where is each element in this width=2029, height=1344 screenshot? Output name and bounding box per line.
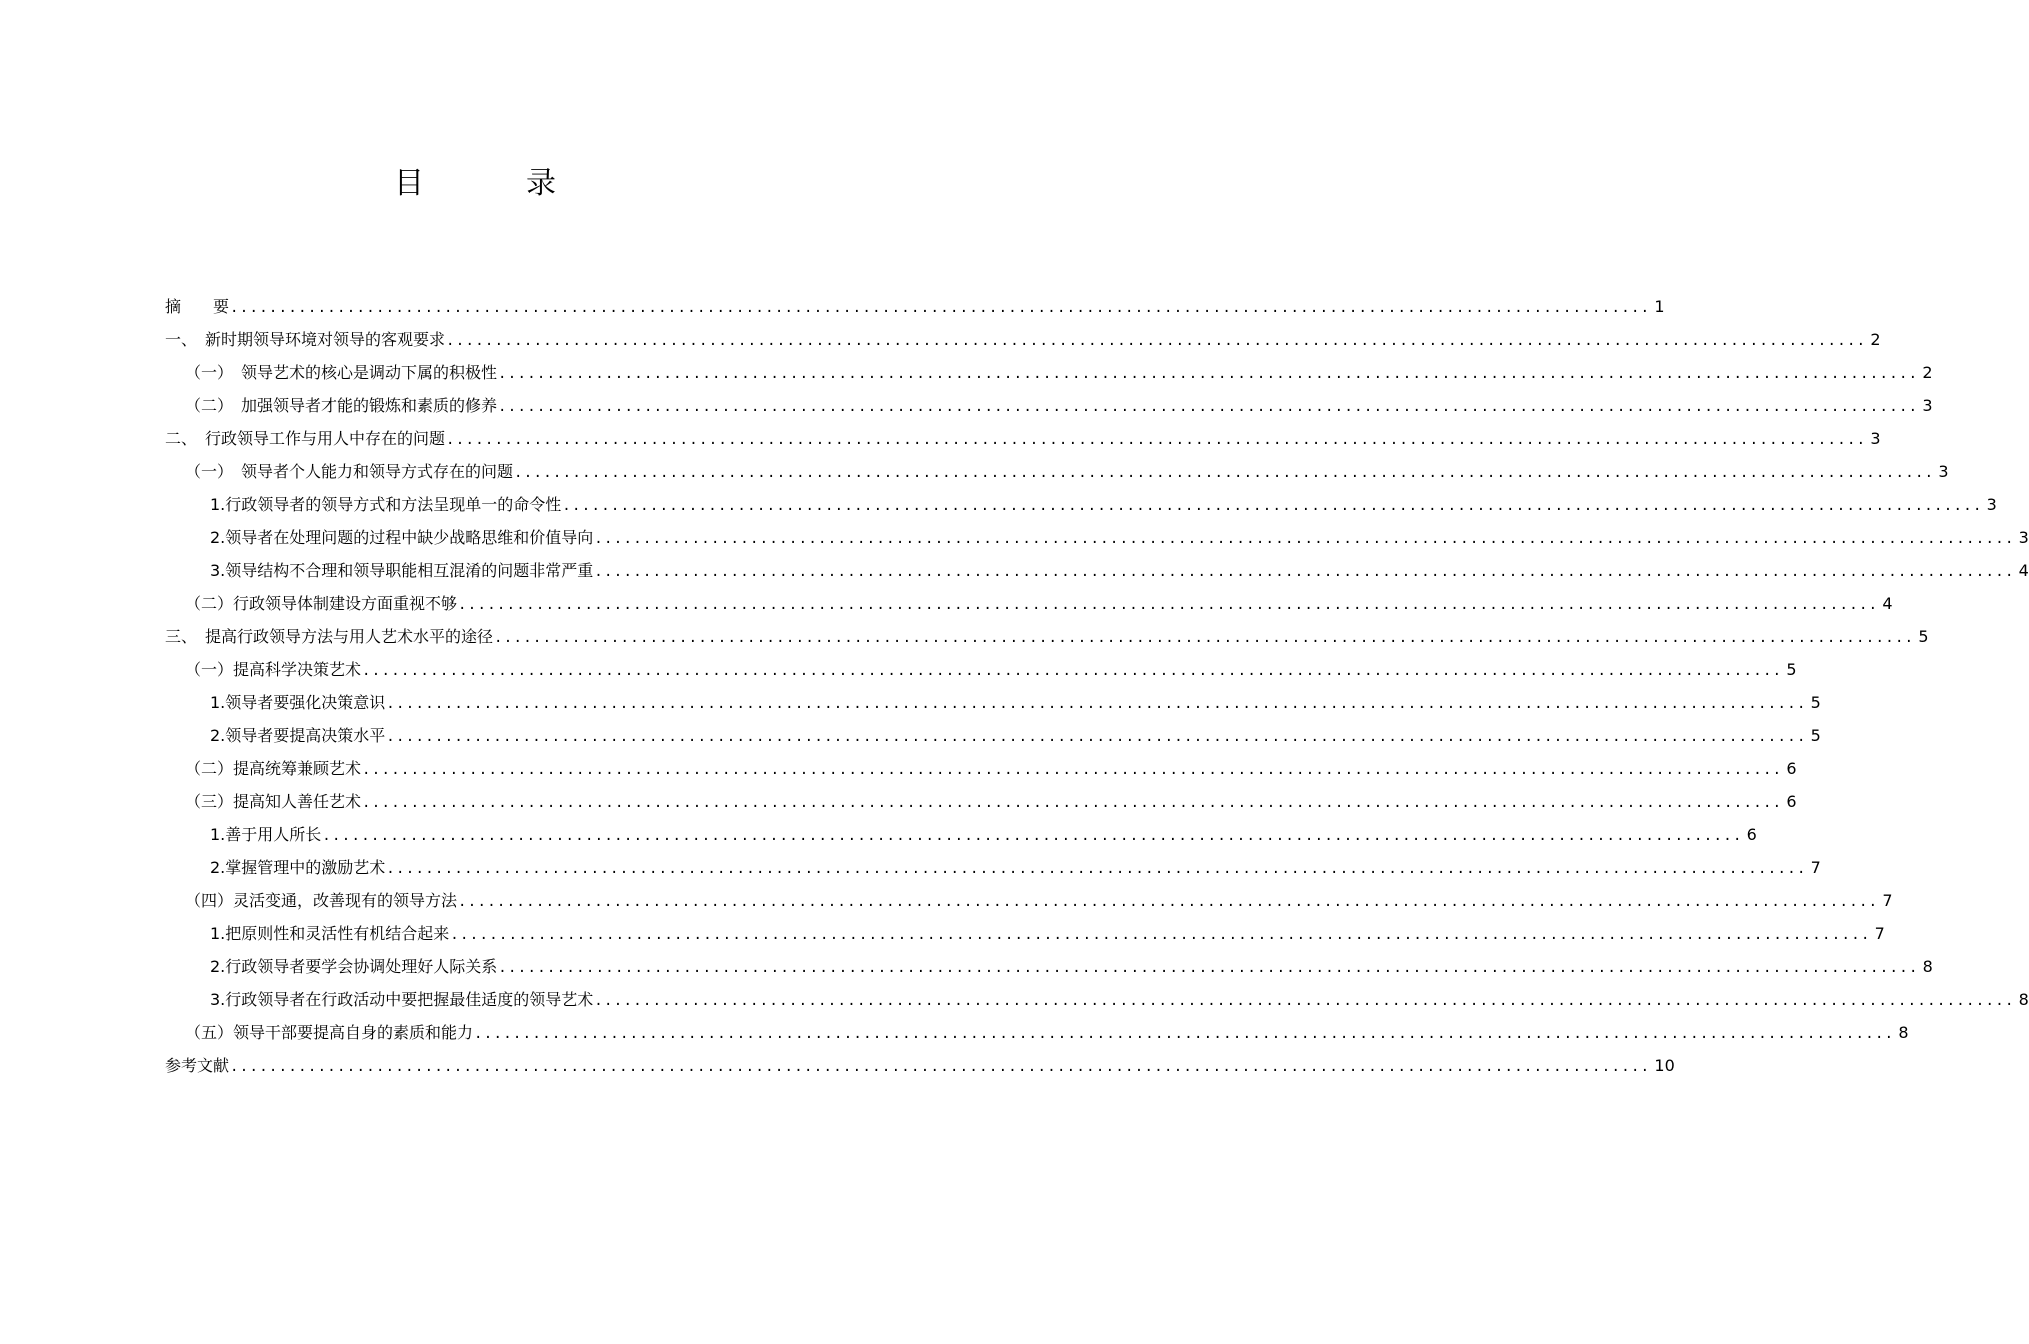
- toc-entry-text: 1.行政领导者的领导方式和方法呈现单一的命令性: [210, 495, 562, 514]
- toc-entry[interactable]: [165, 950, 1933, 983]
- toc-dot-leader: ..................................................................................................................................................: [458, 894, 1879, 910]
- toc-entry-page-number: 7: [1874, 924, 1885, 943]
- toc-entry-text: （四）灵活变通，改善现有的领导方法: [185, 891, 458, 910]
- toc-entry-page-number: 3: [1986, 495, 1997, 514]
- toc-entry-page-number: 5: [1810, 693, 1821, 712]
- toc-dot-leader: ..................................................................................................................................................: [498, 399, 1919, 415]
- toc-dot-leader: ..................................................................................................................................................: [386, 729, 1807, 745]
- toc-entry[interactable]: [165, 983, 2029, 1016]
- toc-entry-text: （二）行政领导体制建设方面重视不够: [185, 594, 458, 613]
- toc-entry-page-number: 3: [1922, 396, 1933, 415]
- toc-entry-page-number: 1: [1654, 297, 1665, 316]
- toc-dot-leader: ..................................................................................................................................................: [230, 1059, 1651, 1075]
- toc-entry-page-number: 5: [1810, 726, 1821, 745]
- toc-entry-page-number: 6: [1746, 825, 1757, 844]
- toc-dot-leader: ..................................................................................................................................................: [362, 795, 1783, 811]
- toc-entry[interactable]: [165, 653, 1797, 686]
- toc-entry-page-number: 6: [1786, 759, 1797, 778]
- toc-dot-leader: ..................................................................................................................................................: [362, 762, 1783, 778]
- toc-dot-leader: ..................................................................................................................................................: [494, 630, 1915, 646]
- toc-dot-leader: ..................................................................................................................................................: [446, 333, 1867, 349]
- toc-entry-page-number: 8: [2018, 990, 2029, 1009]
- toc-dot-leader: ..................................................................................................................................................: [322, 828, 1743, 844]
- toc-dot-leader: ..................................................................................................................................................: [594, 531, 2015, 547]
- toc-dot-leader: ..................................................................................................................................................: [594, 993, 2015, 1009]
- toc-list: [165, 290, 2029, 1082]
- toc-entry-text: 1.善于用人所长: [210, 825, 322, 844]
- toc-entry[interactable]: [165, 290, 1665, 323]
- toc-entry[interactable]: [165, 521, 2029, 554]
- toc-dot-leader: ..................................................................................................................................................: [514, 465, 1935, 481]
- toc-entry-text: 1.把原则性和灵活性有机结合起来: [210, 924, 450, 943]
- toc-entry-text: （二）提高统筹兼顾艺术: [185, 759, 362, 778]
- toc-entry[interactable]: [165, 488, 1997, 521]
- toc-entry-text: （二） 加强领导者才能的锻炼和素质的修养: [185, 396, 498, 415]
- toc-entry[interactable]: [165, 752, 1797, 785]
- toc-entry-text: 2.行政领导者要学会协调处理好人际关系: [210, 957, 498, 976]
- toc-entry[interactable]: [165, 455, 1949, 488]
- toc-dot-leader: ..................................................................................................................................................: [230, 300, 1651, 316]
- toc-entry-page-number: 3: [1870, 429, 1881, 448]
- toc-entry-text: 三、 提高行政领导方法与用人艺术水平的途径: [165, 627, 494, 646]
- toc-entry-text: 2.掌握管理中的激励艺术: [210, 858, 386, 877]
- toc-dot-leader: ..................................................................................................................................................: [450, 927, 1871, 943]
- toc-entry-page-number: 4: [1882, 594, 1893, 613]
- toc-entry-page-number: 5: [1918, 627, 1929, 646]
- toc-entry-text: 二、 行政领导工作与用人中存在的问题: [165, 429, 446, 448]
- toc-dot-leader: ..................................................................................................................................................: [594, 564, 2015, 580]
- toc-entry-page-number: 4: [2018, 561, 2029, 580]
- toc-entry-text: （一） 领导艺术的核心是调动下属的积极性: [185, 363, 498, 382]
- toc-entry-page-number: 7: [1882, 891, 1893, 910]
- toc-entry-page-number: 6: [1786, 792, 1797, 811]
- toc-entry[interactable]: [165, 851, 1821, 884]
- toc-dot-leader: ..................................................................................................................................................: [446, 432, 1867, 448]
- toc-entry[interactable]: [165, 554, 2029, 587]
- toc-dot-leader: ..................................................................................................................................................: [474, 1026, 1895, 1042]
- toc-entry-text: 参考文献: [165, 1056, 230, 1075]
- toc-entry[interactable]: [165, 719, 1821, 752]
- toc-entry[interactable]: [165, 917, 1885, 950]
- toc-entry[interactable]: [165, 587, 1893, 620]
- toc-entry[interactable]: [165, 686, 1821, 719]
- toc-entry-text: 1.领导者要强化决策意识: [210, 693, 386, 712]
- toc-dot-leader: ..................................................................................................................................................: [562, 498, 1983, 514]
- toc-dot-leader: ..................................................................................................................................................: [498, 366, 1919, 382]
- toc-entry-page-number: 7: [1810, 858, 1821, 877]
- toc-dot-leader: ..................................................................................................................................................: [386, 861, 1807, 877]
- toc-entry-text: 2.领导者在处理问题的过程中缺少战略思维和价值导向: [210, 528, 594, 547]
- toc-entry-text: （一）提高科学决策艺术: [185, 660, 362, 679]
- toc-entry[interactable]: [165, 1049, 1675, 1082]
- toc-entry-page-number: 5: [1786, 660, 1797, 679]
- toc-entry[interactable]: [165, 323, 1881, 356]
- toc-entry[interactable]: [165, 884, 1893, 917]
- toc-entry-page-number: 3: [1938, 462, 1949, 481]
- toc-dot-leader: ..................................................................................................................................................: [362, 663, 1783, 679]
- toc-entry-text: 摘 要: [165, 297, 230, 316]
- toc-entry-page-number: 10: [1654, 1056, 1675, 1075]
- toc-entry[interactable]: [165, 1016, 1909, 1049]
- toc-dot-leader: ..................................................................................................................................................: [458, 597, 1879, 613]
- toc-entry-text: 一、 新时期领导环境对领导的客观要求: [165, 330, 446, 349]
- toc-entry-page-number: 8: [1898, 1023, 1909, 1042]
- toc-entry-page-number: 8: [1922, 957, 1933, 976]
- toc-entry-text: （三）提高知人善任艺术: [185, 792, 362, 811]
- toc-entry[interactable]: [165, 356, 1933, 389]
- toc-entry-text: 3.行政领导者在行政活动中要把握最佳适度的领导艺术: [210, 990, 594, 1009]
- toc-entry[interactable]: [165, 620, 1929, 653]
- toc-entry-page-number: 2: [1870, 330, 1881, 349]
- toc-title: 目 录: [394, 166, 592, 201]
- toc-dot-leader: ..................................................................................................................................................: [386, 696, 1807, 712]
- toc-entry-text: （五）领导干部要提高自身的素质和能力: [185, 1023, 474, 1042]
- toc-entry[interactable]: [165, 785, 1797, 818]
- toc-entry-text: （一） 领导者个人能力和领导方式存在的问题: [185, 462, 514, 481]
- toc-entry[interactable]: [165, 389, 1933, 422]
- toc-entry[interactable]: [165, 818, 1757, 851]
- toc-dot-leader: ..................................................................................................................................................: [498, 960, 1919, 976]
- toc-entry-page-number: 3: [2018, 528, 2029, 547]
- toc-entry-text: 2.领导者要提高决策水平: [210, 726, 386, 745]
- toc-entry[interactable]: [165, 422, 1881, 455]
- toc-entry-page-number: 2: [1922, 363, 1933, 382]
- toc-entry-text: 3.领导结构不合理和领导职能相互混淆的问题非常严重: [210, 561, 594, 580]
